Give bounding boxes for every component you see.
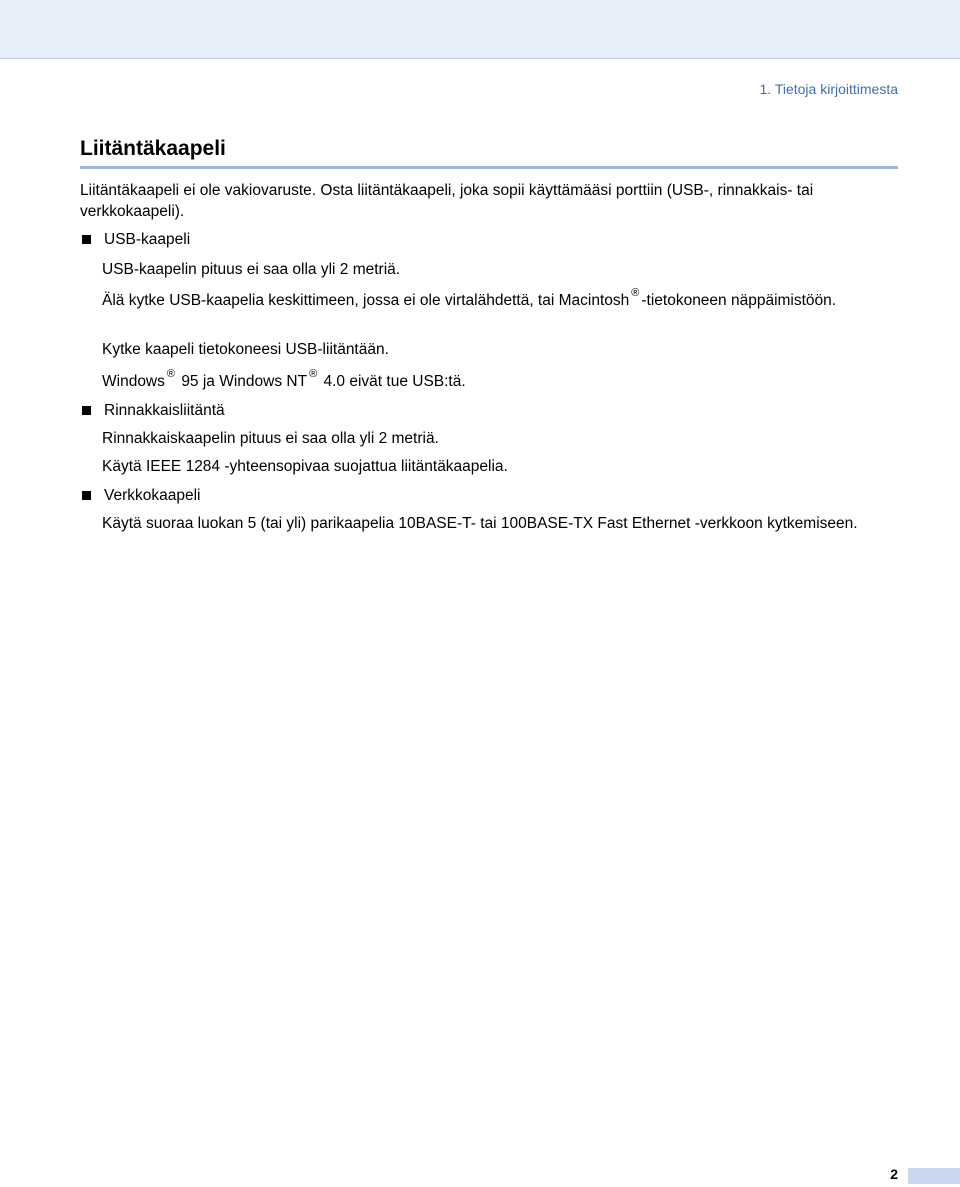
square-bullet-icon [82,235,91,244]
page-tab [908,1168,960,1184]
registered-mark: ® [166,367,175,380]
bullet-parallel [80,400,225,421]
intro-paragraph: Liitäntäkaapeli ei ole vakiovaruste. Osta liitäntäkaapeli, joka sopii käyttämääsi porttiin (USB-, rinnakkais- tai verkkokaapeli). [80,182,814,220]
parallel-cable-text: Käytä IEEE 1284 -yhteensopivaa suojattua liitäntäkaapelia. [102,458,508,475]
bullet-label: USB-kaapeli [104,231,191,248]
usb-length-text: USB-kaapelin pituus ei saa olla yli 2 metriä. [102,261,401,278]
windows-nt-text: 95 ja Windows NT [181,373,308,390]
page-number: 2 [890,1166,898,1182]
square-bullet-icon [82,406,91,415]
usb-connect-text: Kytke kaapeli tietokoneesi USB-liitäntään. [102,341,389,358]
usb-unsupported-text: 4.0 eivät tue USB:tä. [323,373,466,390]
bullet-label: Verkkokaapeli [104,487,201,504]
header-band [0,0,960,59]
usb-hub-text-a: Älä kytke USB-kaapelia keskittimeen, jossa ei ole virtalähdettä, tai Macintosh [102,292,630,309]
registered-mark: ® [631,286,640,299]
usb-hub-text-b: -tietokoneen näppäimistöön. [641,292,837,309]
parallel-length-text: Rinnakkaiskaapelin pituus ei saa olla yli 2 metriä. [102,430,439,447]
title-rule [80,166,898,169]
usb-hub-warning [102,286,902,312]
network-cable-text: Käytä suoraa luokan 5 (tai yli) parikaapelia 10BASE-T- tai 100BASE-TX Fast Ethernet -verkkoon kytkemiseen. [102,515,858,532]
square-bullet-icon [82,491,91,500]
usb-windows-note [102,367,902,393]
section-title: Liitäntäkaapeli [80,137,226,160]
registered-mark: ® [309,367,318,380]
windows-text: Windows [102,373,165,390]
running-header: 1. Tietoja kirjoittimesta [759,81,898,97]
bullet-label: Rinnakkaisliitäntä [104,402,225,419]
bullet-network [80,485,201,506]
bullet-usb [80,229,190,250]
